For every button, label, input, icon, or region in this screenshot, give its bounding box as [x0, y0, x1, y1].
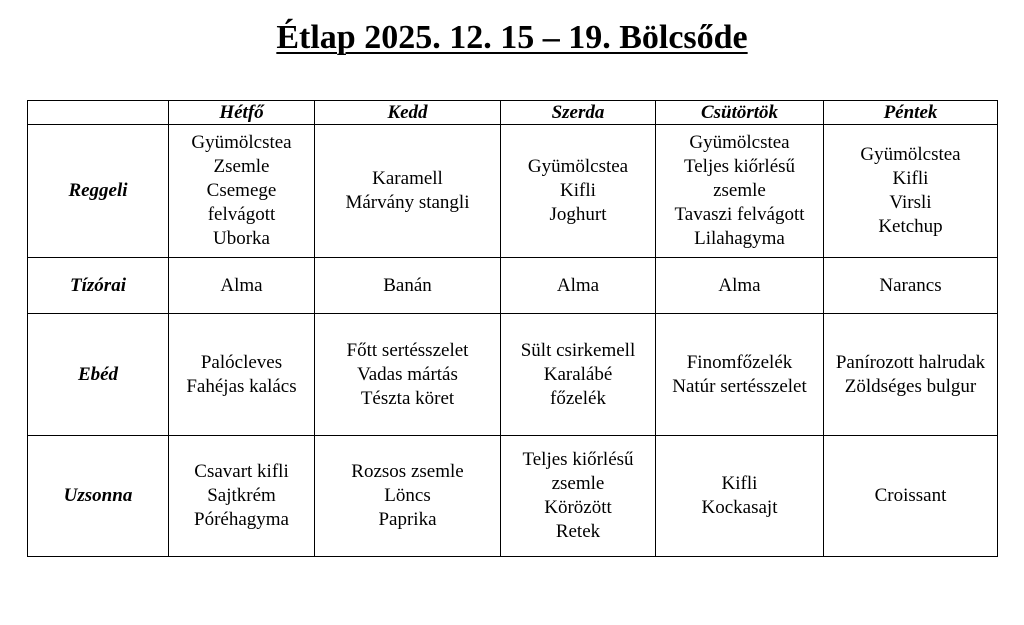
- menu-cell: [824, 125, 998, 258]
- menu-item: felvágott: [207, 204, 276, 225]
- menu-cell: [501, 258, 656, 314]
- menu-item: Narancs: [879, 274, 942, 296]
- menu-item: Márvány stangli: [345, 192, 470, 213]
- menu-cell: [656, 314, 824, 436]
- menu-item: Uborka: [213, 228, 270, 249]
- menu-item: Sült csirkemell: [520, 339, 636, 361]
- meal-label: Uzsonna: [28, 436, 169, 557]
- menu-cell: [315, 125, 501, 258]
- menu-cell: [501, 436, 656, 557]
- menu-cell: [169, 314, 315, 436]
- menu-item: Kifli: [721, 473, 758, 494]
- menu-cell: [315, 314, 501, 436]
- menu-cell: [169, 436, 315, 557]
- day-header-thursday: Csütörtök: [656, 101, 824, 125]
- menu-cell: [824, 314, 998, 436]
- menu-item: Körözött: [544, 497, 612, 518]
- menu-item: Finomfőzelék: [686, 351, 793, 373]
- day-header-tuesday: Kedd: [315, 101, 501, 125]
- menu-item: Zsemle: [213, 156, 270, 177]
- menu-item: Natúr sertésszelet: [672, 375, 807, 397]
- menu-item: Fahéjas kalács: [186, 375, 297, 397]
- menu-cell: [169, 125, 315, 258]
- menu-item: Zöldséges bulgur: [844, 375, 977, 397]
- menu-item: Alma: [718, 274, 761, 296]
- menu-item: Teljes kiőrlésű: [522, 449, 634, 470]
- menu-item: zsemle: [713, 180, 766, 201]
- menu-item: Tavaszi felvágott: [674, 204, 805, 225]
- menu-item: Ketchup: [878, 216, 943, 237]
- menu-item: zsemle: [551, 473, 605, 494]
- menu-item: Teljes kiőrlésű: [683, 156, 796, 177]
- menu-item: Tészta köret: [360, 387, 455, 409]
- menu-item: Joghurt: [549, 204, 607, 225]
- menu-item: Alma: [556, 274, 600, 296]
- menu-item: Alma: [220, 274, 263, 296]
- menu-cell: [824, 258, 998, 314]
- menu-item: Kifli: [892, 168, 929, 189]
- meal-label: Reggeli: [28, 125, 169, 258]
- menu-item: Banán: [383, 274, 432, 296]
- page-title: Étlap 2025. 12. 15 – 19. Bölcsőde: [276, 19, 748, 56]
- menu-item: Löncs: [384, 485, 431, 506]
- header-row: [28, 101, 998, 125]
- menu-item: Csavart kifli: [194, 461, 289, 482]
- menu-item: Paprika: [378, 509, 437, 530]
- meal-row-reggeli: [28, 125, 998, 258]
- menu-item: Karalábé: [543, 363, 613, 385]
- meal-row-uzsonna: [28, 436, 998, 557]
- menu-item: Kifli: [560, 180, 596, 201]
- menu-item: Gyümölcstea: [689, 132, 790, 153]
- corner-cell: [28, 101, 169, 125]
- menu-item: Kockasajt: [701, 497, 778, 518]
- menu-cell: [315, 258, 501, 314]
- menu-item: Gyümölcstea: [191, 132, 292, 153]
- menu-item: Gyümölcstea: [527, 156, 629, 177]
- menu-cell: [501, 125, 656, 258]
- menu-item: Főtt sertésszelet: [346, 339, 469, 361]
- menu-cell: [824, 436, 998, 557]
- meal-label: Ebéd: [28, 314, 169, 436]
- menu-item: Rozsos zsemle: [351, 461, 464, 482]
- day-header-wednesday: Szerda: [501, 101, 656, 125]
- menu-item: Croissant: [874, 485, 947, 506]
- menu-item: Lilahagyma: [694, 228, 785, 249]
- meal-row-tizorai: [28, 258, 998, 314]
- menu-item: Panírozott halrudak: [835, 351, 986, 373]
- menu-item: Sajtkrém: [207, 485, 276, 506]
- menu-item: Vadas mártás: [357, 363, 458, 385]
- menu-item: Karamell: [372, 168, 443, 189]
- menu-cell: [656, 436, 824, 557]
- menu-cell: [656, 125, 824, 258]
- day-header-monday: Hétfő: [169, 101, 315, 125]
- menu-table: [27, 100, 998, 557]
- menu-item: Póréhagyma: [194, 509, 289, 530]
- menu-cell: [501, 314, 656, 436]
- menu-item: főzelék: [550, 387, 606, 409]
- menu-cell: [656, 258, 824, 314]
- menu-cell: [315, 436, 501, 557]
- meal-label: Tízórai: [28, 258, 169, 314]
- menu-item: Retek: [555, 521, 601, 542]
- menu-item: Csemege: [206, 180, 277, 201]
- meal-row-ebed: [28, 314, 998, 436]
- menu-item: Gyümölcstea: [860, 144, 961, 165]
- menu-item: Virsli: [889, 192, 932, 213]
- menu-item: Palócleves: [200, 351, 283, 373]
- day-header-friday: Péntek: [824, 101, 998, 125]
- menu-cell: [169, 258, 315, 314]
